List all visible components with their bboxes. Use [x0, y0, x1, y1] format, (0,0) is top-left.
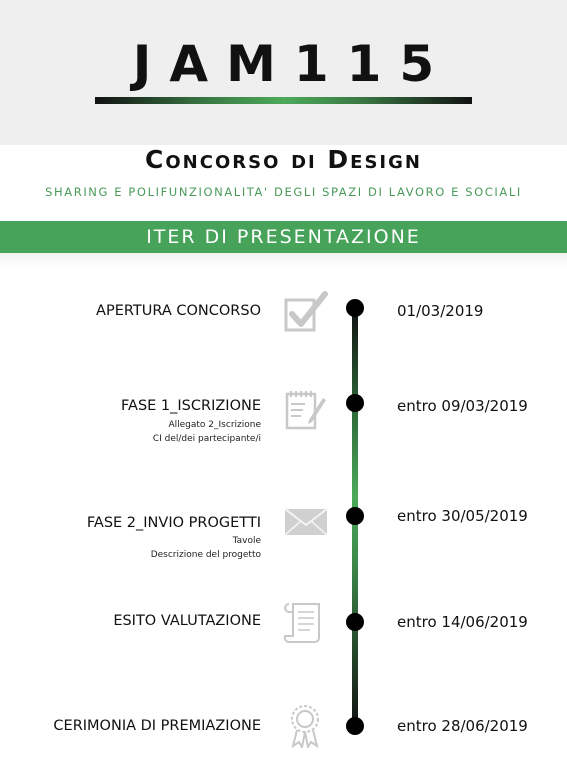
clipboard-icon: [283, 386, 329, 432]
timeline-dot: [346, 507, 364, 525]
step-date-apertura: 01/03/2019: [397, 302, 484, 320]
step-detail: Descrizione del progetto: [150, 550, 261, 560]
timeline-dot: [346, 613, 364, 631]
logo-underline: [95, 97, 472, 104]
page-title: Concorso di Design: [145, 145, 422, 174]
timeline-dot: [346, 299, 364, 317]
logo-text: JAM115: [132, 35, 453, 93]
step-label-apertura: APERTURA CONCORSO: [96, 303, 261, 319]
scroll-icon: [283, 600, 329, 646]
step-detail: Tavole: [232, 536, 261, 546]
envelope-icon: [283, 500, 329, 546]
step-label-esito: ESITO VALUTAZIONE: [113, 613, 261, 629]
step-detail: CI del/dei partecipante/i: [152, 434, 261, 444]
award-ribbon-icon: [283, 702, 329, 748]
step-label-iscrizione: FASE 1_ISCRIZIONE: [121, 398, 261, 414]
step-label-premiazione: CERIMONIA DI PREMIAZIONE: [53, 718, 261, 734]
section-banner: ITER DI PRESENTAZIONE: [0, 221, 567, 253]
step-detail: Allegato 2_Iscrizione: [168, 420, 261, 430]
timeline-dot: [346, 717, 364, 735]
checkmark-icon: [283, 290, 329, 336]
step-date-premiazione: entro 28/06/2019: [397, 717, 528, 735]
step-date-iscrizione: entro 09/03/2019: [397, 397, 528, 415]
step-label-invio-progetti: FASE 2_INVIO PROGETTI: [86, 515, 261, 531]
step-date-esito: entro 14/06/2019: [397, 613, 528, 631]
page-subtitle: SHARING E POLIFUNZIONALITA' DEGLI SPAZI DI LAVORO E SOCIALI: [45, 185, 522, 199]
step-date-invio-progetti: entro 30/05/2019: [397, 507, 528, 525]
timeline-dot: [346, 394, 364, 412]
banner-shadow: [0, 253, 567, 269]
